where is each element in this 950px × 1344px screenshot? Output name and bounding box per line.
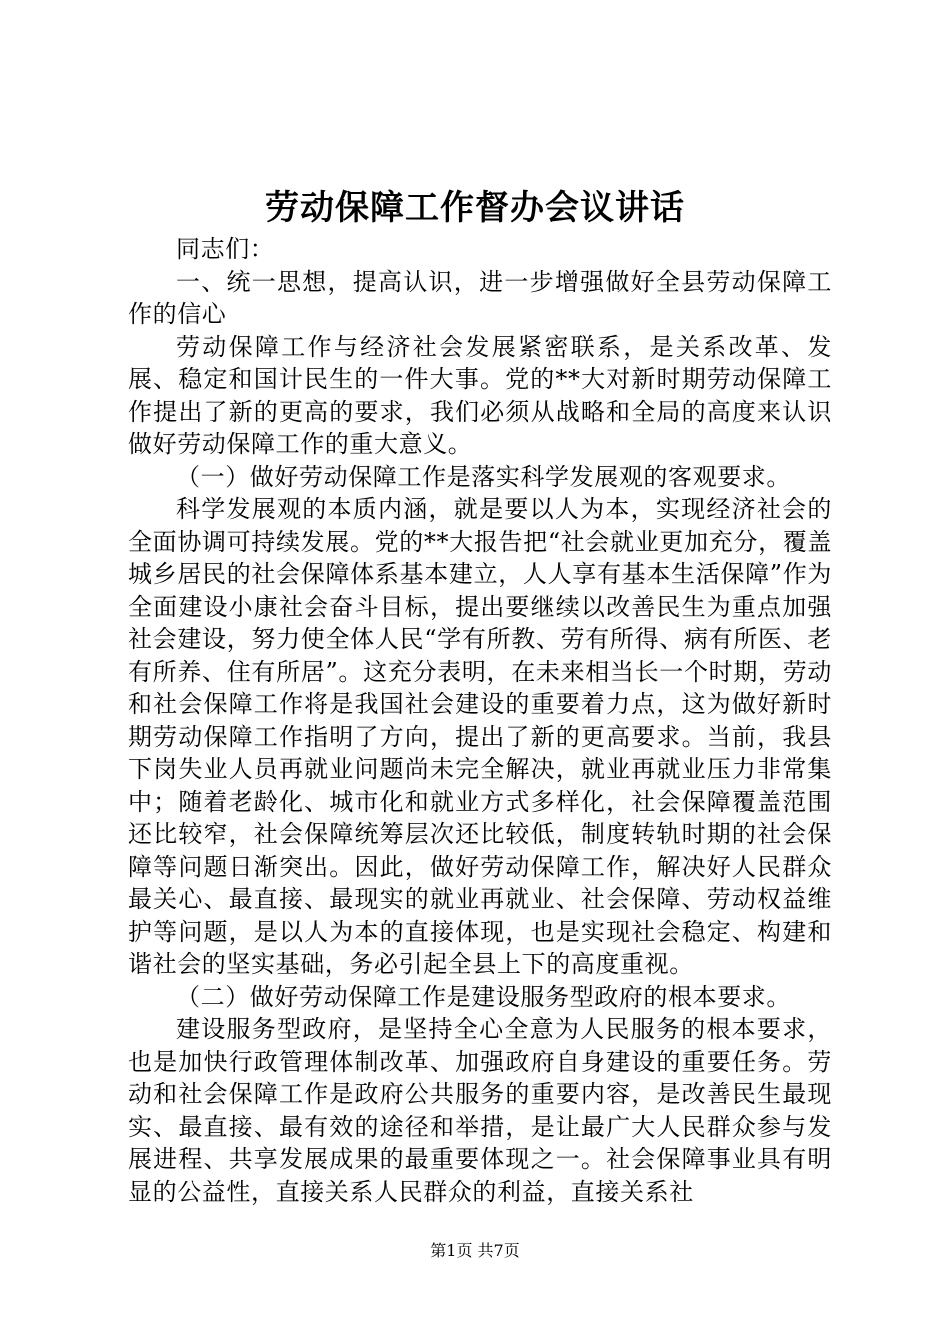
salutation: 同志们： (176, 235, 275, 263)
page-number-footer: 第1页 共7页 (430, 1241, 520, 1260)
document-body (128, 233, 832, 1208)
subsection-heading: （一）做好劳动保障工作是落实科学发展观的客观要求。 (176, 462, 791, 491)
body-paragraph: 建设服务型政府，是坚持全心全意为人民服务的根本要求，也是加快行政管理体制改革、加强政府自身建设的重要任务。劳动和社会保障工作是政府公共服务的重要内容，是改善民生最现实、最直接、最有效的途径和举措，是让最广大人民群众参与发展进程、共享发展成果的最重要体现之一。社会保障事业具有明显的公益性，直接关系人民群众的利益，直接关系社 (128, 1015, 832, 1206)
body-paragraph: 劳动保障工作与经济社会发展紧密联系，是关系改革、发展、稳定和国计民生的一件大事。党的**大对新时期劳动保障工作提出了新的更高的要求，我们必须从战略和全局的高度来认识做好劳动保障工作的重大意义。 (128, 332, 832, 458)
body-paragraph: 科学发展观的本质内涵，就是要以人为本，实现经济社会的全面协调可持续发展。党的**大报告把“社会就业更加充分，覆盖城乡居民的社会保障体系基本建立，人人享有基本生活保障”作为全面建设小康社会奋斗目标，提出要继续以改善民生为重点加强社会建设，努力使全体人民“学有所教、劳有所得、病有所医、老有所养、住有所居”。这充分表明，在未来相当长一个时期，劳动和社会保障工作将是我国社会建设的重要着力点，这为做好新时期劳动保障工作指明了方向，提出了新的更高要求。当前，我县下岗失业人员再就业问题尚未完全解决，就业再就业压力非常集中；随着老龄化、城市化和就业方式多样化，社会保障覆盖范围还比较窄，社会保障统筹层次还比较低，制度转轨时期的社会保障等问题日渐突出。因此，做好劳动保障工作，解决好人民群众最关心、最直接、最现实的就业再就业、社会保障、劳动权益维护等问题，是以人为本的直接体现，也是实现社会稳定、构建和谐社会的坚实基础，务必引起全县上下的高度重视。 (128, 495, 832, 978)
page-title: 劳动保障工作督办会议讲话 (265, 188, 685, 228)
section-heading: 一、统一思想，提高认识，进一步增强做好全县劳动保障工作的信心 (128, 267, 832, 328)
subsection-heading: （二）做好劳动保障工作是建设服务型政府的根本要求。 (176, 982, 791, 1011)
